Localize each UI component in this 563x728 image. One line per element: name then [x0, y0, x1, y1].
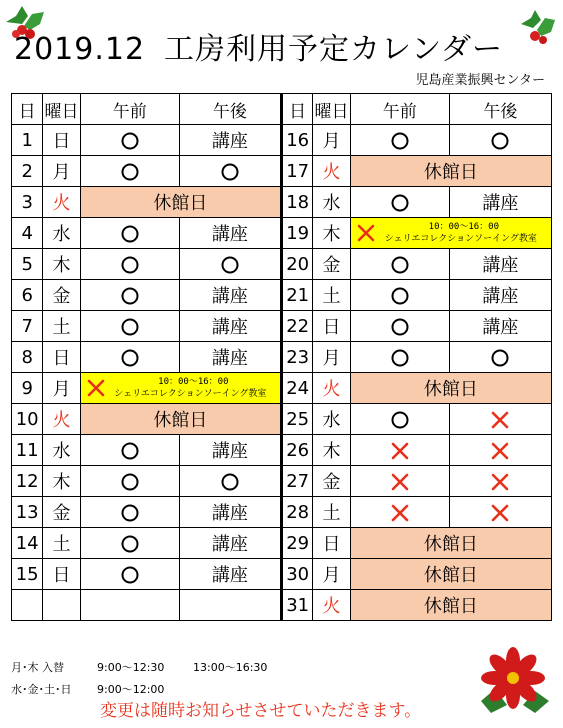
event-name: シェリエコレクションソーイング教室 [114, 389, 267, 399]
table-row [12, 342, 552, 373]
circle-icon [490, 348, 510, 368]
table-row [12, 280, 552, 311]
weekday-cell: 日 [43, 342, 80, 373]
closed-cell: 休館日 [350, 528, 551, 559]
circle-icon [120, 441, 140, 461]
event-time: 10：00～16：00 [158, 377, 229, 387]
am-cell [350, 404, 449, 435]
day-cell: 6 [12, 280, 43, 311]
am-cell [80, 311, 179, 342]
circle-icon [220, 255, 240, 275]
circle-icon [120, 472, 140, 492]
circle-icon [390, 255, 410, 275]
pm-cell: 講座 [449, 249, 551, 280]
day-cell: 7 [12, 311, 43, 342]
day-cell: 9 [12, 373, 43, 404]
weekday-cell: 火 [43, 187, 80, 218]
circle-icon [120, 317, 140, 337]
cross-icon [391, 442, 409, 460]
table-row [12, 373, 552, 404]
weekday-cell: 土 [313, 497, 350, 528]
organization-name: 児島産業振興センター [415, 73, 545, 88]
notice-text: 変更は随時お知らせさせていただきます。 [100, 701, 422, 721]
hours-row [11, 661, 267, 675]
day-cell: 21 [281, 280, 312, 311]
closed-cell: 休館日 [350, 590, 551, 621]
header-am: 午前 [80, 94, 179, 125]
weekday-cell: 月 [313, 125, 350, 156]
day-cell: 19 [281, 218, 312, 249]
hours-days: 水･金･土･日 [11, 683, 72, 696]
hours-row [11, 683, 193, 697]
day-cell: 31 [281, 590, 312, 621]
weekday-cell: 水 [43, 218, 80, 249]
am-cell [80, 528, 179, 559]
page-title [14, 30, 554, 70]
event-cell [80, 373, 281, 404]
pm-cell: 講座 [179, 559, 281, 590]
day-cell: 26 [281, 435, 312, 466]
day-cell: 2 [12, 156, 43, 187]
am-cell [80, 559, 179, 590]
cross-icon [391, 473, 409, 491]
day-cell: 14 [12, 528, 43, 559]
am-cell [350, 497, 449, 528]
weekday-cell: 月 [313, 559, 350, 590]
circle-icon [220, 162, 240, 182]
day-cell: 27 [281, 466, 312, 497]
cross-icon [491, 504, 509, 522]
am-cell [80, 435, 179, 466]
weekday-cell: 水 [313, 404, 350, 435]
circle-icon [120, 224, 140, 244]
day-cell: 1 [12, 125, 43, 156]
table-row [12, 559, 552, 590]
table-row [12, 435, 552, 466]
day-cell: 22 [281, 311, 312, 342]
weekday-cell: 木 [313, 218, 350, 249]
circle-icon [390, 131, 410, 151]
weekday-cell: 日 [43, 559, 80, 590]
am-cell [80, 249, 179, 280]
pm-cell [449, 435, 551, 466]
header-day: 日 [12, 94, 43, 125]
day-cell: 8 [12, 342, 43, 373]
pm-cell [449, 125, 551, 156]
hours-slot: 13:00～16:30 [193, 661, 268, 674]
am-cell [350, 249, 449, 280]
table-header-row [12, 94, 552, 125]
pm-cell: 講座 [179, 125, 281, 156]
am-cell [80, 125, 179, 156]
day-cell: 13 [12, 497, 43, 528]
weekday-cell: 日 [43, 125, 80, 156]
am-cell [80, 466, 179, 497]
am-cell [80, 280, 179, 311]
day-cell: 17 [281, 156, 312, 187]
circle-icon [390, 348, 410, 368]
pm-cell: 講座 [449, 280, 551, 311]
am-cell [80, 156, 179, 187]
am-cell [350, 466, 449, 497]
circle-icon [120, 503, 140, 523]
table-row [12, 466, 552, 497]
day-cell: 16 [281, 125, 312, 156]
day-cell: 12 [12, 466, 43, 497]
poinsettia-icon [473, 645, 553, 717]
am-cell [80, 218, 179, 249]
event-cell [350, 218, 551, 249]
weekday-cell: 月 [43, 156, 80, 187]
am-cell [350, 342, 449, 373]
pm-cell: 講座 [449, 187, 551, 218]
pm-cell [449, 342, 551, 373]
circle-icon [390, 193, 410, 213]
header-weekday: 曜日 [313, 94, 350, 125]
weekday-cell: 金 [313, 249, 350, 280]
table-row [12, 125, 552, 156]
closed-cell: 休館日 [350, 559, 551, 590]
calendar-table [11, 93, 552, 621]
day-cell: 20 [281, 249, 312, 280]
pm-cell: 講座 [179, 435, 281, 466]
pm-cell: 講座 [179, 218, 281, 249]
header-am: 午前 [350, 94, 449, 125]
pm-cell: 講座 [179, 280, 281, 311]
weekday-cell: 火 [43, 404, 80, 435]
header-weekday: 曜日 [43, 94, 80, 125]
weekday-cell: 月 [313, 342, 350, 373]
weekday-cell: 水 [313, 187, 350, 218]
pm-cell: 講座 [449, 311, 551, 342]
table-row [12, 249, 552, 280]
pm-cell [449, 466, 551, 497]
am-cell [80, 590, 179, 621]
day-cell: 24 [281, 373, 312, 404]
weekday-cell: 金 [313, 466, 350, 497]
day-cell: 11 [12, 435, 43, 466]
hours-slot: 9:00～12:30 [97, 661, 165, 674]
day-cell: 10 [12, 404, 43, 435]
weekday-cell: 土 [43, 528, 80, 559]
circle-icon [490, 131, 510, 151]
am-cell [350, 125, 449, 156]
circle-icon [120, 534, 140, 554]
am-cell [350, 311, 449, 342]
pm-cell [179, 466, 281, 497]
hours-slot: 9:00～12:00 [97, 683, 165, 696]
am-cell [350, 280, 449, 311]
circle-icon [120, 162, 140, 182]
closed-cell: 休館日 [350, 373, 551, 404]
pm-cell: 講座 [179, 497, 281, 528]
pm-cell: 講座 [179, 528, 281, 559]
pm-cell: 講座 [179, 311, 281, 342]
circle-icon [120, 565, 140, 585]
table-row [12, 528, 552, 559]
day-cell: 30 [281, 559, 312, 590]
am-cell [80, 497, 179, 528]
day-cell: 25 [281, 404, 312, 435]
day-cell [12, 590, 43, 621]
weekday-cell: 火 [313, 156, 350, 187]
weekday-cell: 金 [43, 280, 80, 311]
calendar-title: 工房利用予定カレンダー [164, 32, 504, 67]
calendar-month: 2019.12 [14, 32, 146, 67]
table-row [12, 404, 552, 435]
circle-icon [120, 131, 140, 151]
hours-days: 月･木 入替 [11, 661, 64, 674]
cross-icon [491, 473, 509, 491]
pm-cell [179, 156, 281, 187]
table-row [12, 311, 552, 342]
cross-icon [491, 411, 509, 429]
weekday-cell: 土 [313, 280, 350, 311]
table-row [12, 590, 552, 621]
day-cell: 4 [12, 218, 43, 249]
day-cell: 29 [281, 528, 312, 559]
weekday-cell: 日 [313, 311, 350, 342]
weekday-cell: 木 [313, 435, 350, 466]
table-row [12, 187, 552, 218]
closed-cell: 休館日 [80, 404, 281, 435]
circle-icon [120, 286, 140, 306]
pm-cell [179, 249, 281, 280]
cross-icon [391, 504, 409, 522]
header-pm: 午後 [449, 94, 551, 125]
weekday-cell: 火 [313, 373, 350, 404]
table-row [12, 156, 552, 187]
day-cell: 5 [12, 249, 43, 280]
pm-cell [449, 497, 551, 528]
cross-icon [491, 442, 509, 460]
weekday-cell: 木 [43, 466, 80, 497]
weekday-cell: 日 [313, 528, 350, 559]
header-pm: 午後 [179, 94, 281, 125]
circle-icon [390, 286, 410, 306]
day-cell: 18 [281, 187, 312, 218]
weekday-cell: 土 [43, 311, 80, 342]
pm-cell: 講座 [179, 342, 281, 373]
closed-cell: 休館日 [350, 156, 551, 187]
weekday-cell [43, 590, 80, 621]
table-row [12, 218, 552, 249]
circle-icon [390, 317, 410, 337]
weekday-cell: 水 [43, 435, 80, 466]
weekday-cell: 月 [43, 373, 80, 404]
closed-cell: 休館日 [80, 187, 281, 218]
am-cell [350, 187, 449, 218]
circle-icon [120, 348, 140, 368]
event-name: シェリエコレクションソーイング教室 [384, 234, 537, 244]
header-day: 日 [281, 94, 312, 125]
table-row [12, 497, 552, 528]
circle-icon [390, 410, 410, 430]
day-cell: 15 [12, 559, 43, 590]
event-time: 10：00～16：00 [428, 222, 500, 232]
weekday-cell: 金 [43, 497, 80, 528]
weekday-cell: 木 [43, 249, 80, 280]
am-cell [80, 342, 179, 373]
pm-cell [179, 590, 281, 621]
day-cell: 28 [281, 497, 312, 528]
weekday-cell: 火 [313, 590, 350, 621]
circle-icon [120, 255, 140, 275]
pm-cell [449, 404, 551, 435]
day-cell: 23 [281, 342, 312, 373]
day-cell: 3 [12, 187, 43, 218]
circle-icon [220, 472, 240, 492]
am-cell [350, 435, 449, 466]
